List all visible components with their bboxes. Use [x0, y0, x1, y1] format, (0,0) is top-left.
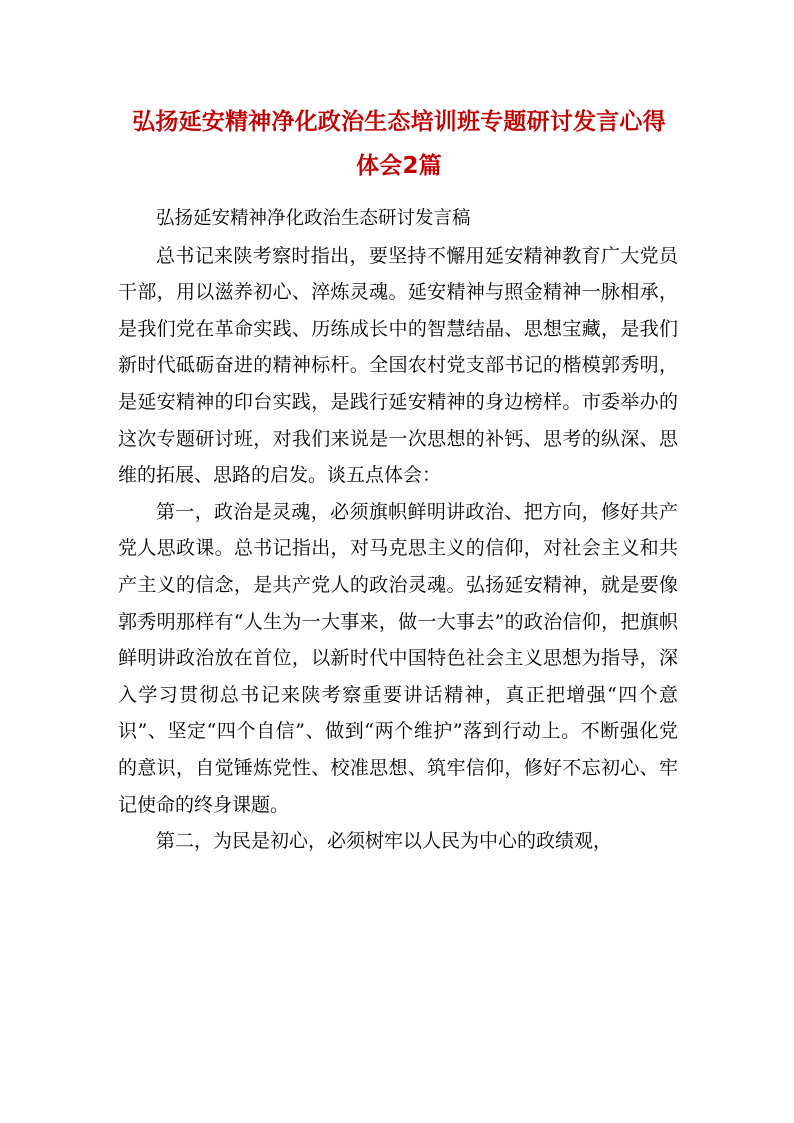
document-title — [118, 100, 680, 188]
paragraph-intro: 总书记来陕考察时指出，要坚持不懈用延安精神教育广大党员干部，用以滋养初心、淬炼灵魂。延安精神与照金精神一脉相承，是我们党在革命实践、历练成长中的智慧结晶、思想宝藏，是我们新时代砥砺奋进的精神标杆。全国农村党支部书记的楷模郭秀明，是延安精神的印台实践，是践行延安精神的身边榜样。市委举办的这次专题研讨班，对我们来说是一次思想的补钙、思考的纵深、思维的拓展、思路的启发。谈五点体会： — [118, 244, 678, 487]
speech-subtitle: 弘扬延安精神净化政治生态研讨发言稿 — [156, 208, 471, 229]
paragraph-point-two: 第二，为民是初心，必须树牢以人民为中心的政绩观， — [156, 830, 613, 853]
title-line-1: 弘扬延安精神净化政治生态培训班专题研讨发言心得 — [132, 109, 666, 135]
paragraph-point-one: 第一，政治是灵魂，必须旗帜鲜明讲政治、把方向，修好共产党人思政课。总书记指出，对马克思主义的信仰，对社会主义和共产主义的信念，是共产党人的政治灵魂。弘扬延安精神，就是要像郭秀明那样有“人生为一大事来，做一大事去”的政治信仰，把旗帜鲜明讲政治放在首位，以新时代中国特色社会主义思想为指导，深入学习贯彻总书记来陕考察重要讲话精神，真正把增强“四个意识”、坚定“四个自信”、做到“两个维护”落到行动上。不断强化党的意识，自觉锤炼党性、校准思想、筑牢信仰，修好不忘初心、牢记使命的终身课题。 — [118, 500, 678, 816]
title-line-2: 体会2篇 — [356, 153, 442, 179]
document-body — [118, 201, 678, 860]
